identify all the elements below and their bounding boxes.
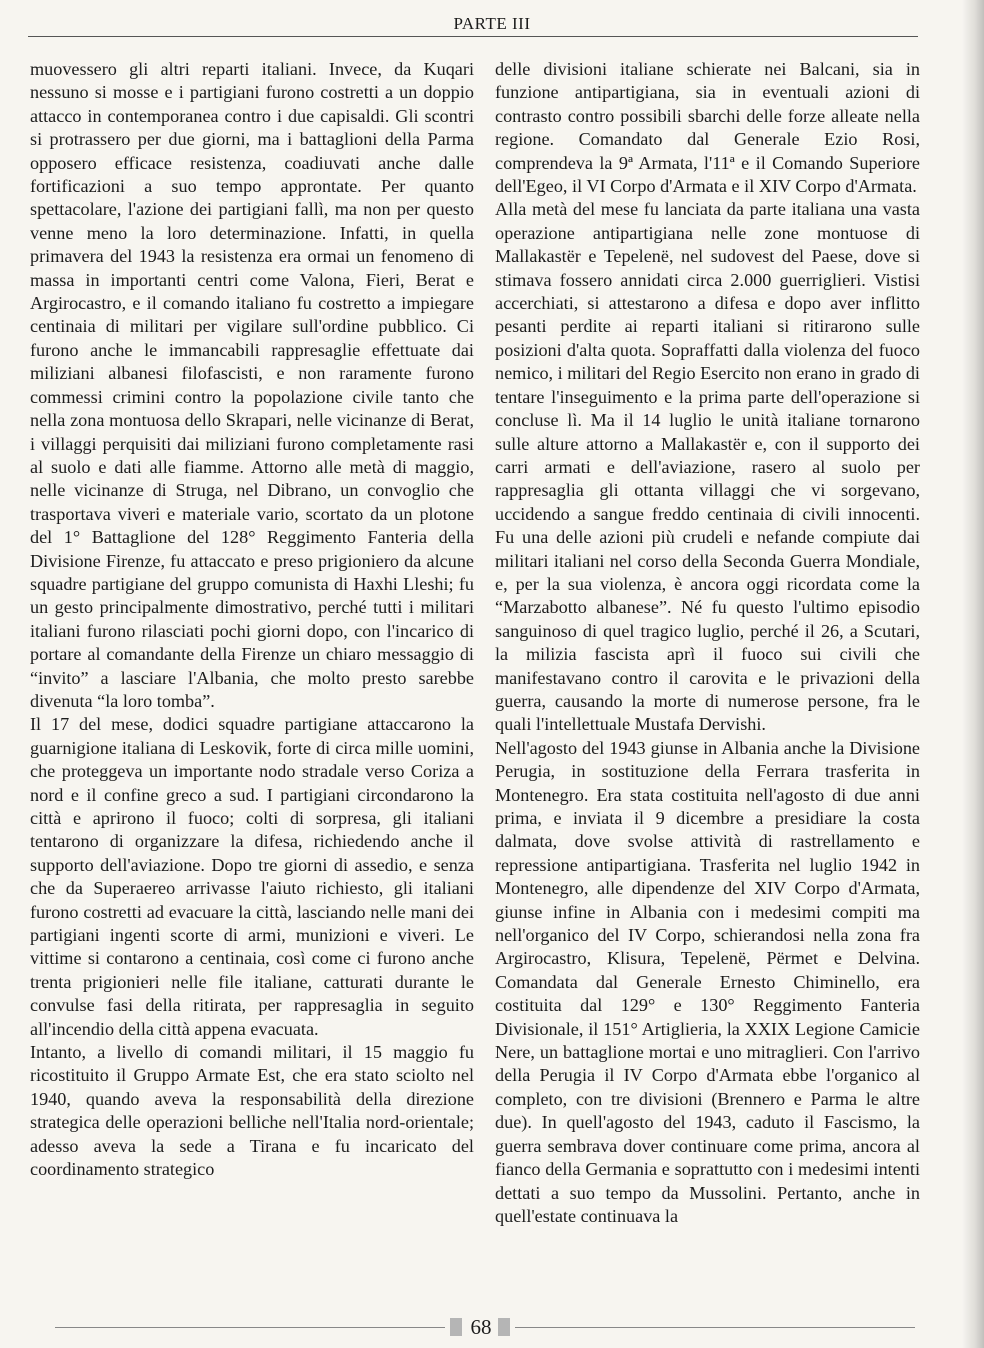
right-column [495,58,920,1228]
running-head: PARTE III [453,14,531,33]
paragraph: Nell'agosto del 1943 giunse in Albania anche la Divisione Perugia, in sostituzione della Ferrara trasferita in Montenegro. Era stata costituita nell'agosto di due anni prima, e inviata il 9 dicembre a presidiare la costa dalmata, dove svolse attività di rastrellamento e repressione antipartigiana. Trasferita nel luglio 1942 in Montenegro, alle dipendenze del XIV Corpo d'Armata, giunse infine in Albania con i medesimi compiti ma nell'organico del IV Corpo, schierandosi nella zona fra Argirocastro, Klisura, Tepelenë, Përmet e Delvina. Comandata dal Generale Ernesto Chiminello, era costituita dal 129° e 130° Reggimento Fanteria Divisionale, il 151° Artiglieria, la XXIX Legione Camicie Nere, un battaglione mortai e uno mitraglieri. Con l'arrivo della Perugia il IV Corpo d'Armata ebbe l'organico al completo, con tre divisioni (Brennero e Parma le altre due). In quell'agosto del 1943, caduto il Fascismo, la guerra sembrava dover continuare come prima, ancora al fianco della Germania e soprattutto con i medesimi intenti dettati a suo tempo da Mussolini. Pertanto, anche in quell'estate continuava la [495,737,920,1226]
page-gutter-shadow [962,0,984,1348]
footer-ornament-right [498,1318,510,1336]
paragraph: Intanto, a livello di comandi militari, il 15 maggio fu ricostituito il Gruppo Armate Est, che era stato sciolto nel 1940, quando aveva la responsabilità della direzione strategica delle operazioni belliche nell'Italia nord-orientale; adesso aveva la sede a Tirana e fu incaricato del coordinamento strategico [30,1042,474,1180]
page-number: 68 [470,1315,492,1339]
left-column [30,58,474,1182]
paragraph: Alla metà del mese fu lanciata da parte italiana una vasta operazione antipartigiana nelle zone montuose di Mallakastër e Tepelenë, nel sudovest del Paese, dove si stimava fossero annidati circa 2.000 guerriglieri. Vistisi accerchiati, si attestarono a difesa e dopo aver inflitto pesanti perdite ai reparti italiani si ritirarono sulle posizioni d'alta quota. Sopraffatti dalla violenza del fuoco nemico, i militari del Regio Esercito non erano in grado di tentare l'inseguimento e la prima parte dell'operazione si concluse lì. Ma il 14 luglio le unità italiane tornarono sulle alture attorno a Mallakastër e, con il supporto dei carri armati e dell'aviazione, rasero al suolo per rappresaglia gli ottanta villaggi che vi sorgevano, uccidendo a sangue freddo centinaia di civili innocenti. Fu una delle azioni più crudeli e nefande compiute dai militari italiani nel corso della Seconda Guerra Mondiale, e, per la sua violenza, è ancora oggi ricordata come la “Marzabotto albanese”. Né fu questo l'ultimo episodio sanguinoso di quel tragico luglio, perché il 26, a Scutari, la milizia fascista aprì il fuoco sui civili che manifestavano contro il carovita e le privazioni della guerra, causando la morte di numerose persone, fra le quali l'intellettuale Mustafa Dervishi. [495,199,920,735]
footer-rule-left [55,1327,445,1328]
header-rule [28,36,918,37]
paragraph: Il 17 del mese, dodici squadre partigiane attaccarono la guarnigione italiana di Leskovik, forte di circa mille uomini, che proteggeva un importante nodo stradale verso Coriza a nord e il confine greco a sud. I partigiani circondarono la città e aprirono il fuoco; colti di sorpresa, gli italiani tentarono di organizzare la difesa, richiedendo anche il supporto dell'aviazione. Dopo tre giorni di assedio, e senza che da Superaereo arrivasse l'aiuto richiesto, gli italiani furono costretti ad evacuare la città, lasciando nelle mani dei partigiani ingenti scorte di armi, munizioni e viveri. Le vittime si contarono a centinaia, così come ci furono anche trenta prigionieri nelle file italiane, catturati durante le convulse fasi della ritirata, per rappresaglia in seguito all'incendio della città appena evacuata. [30,714,474,1039]
paragraph: delle divisioni italiane schierate nei Balcani, sia in funzione antipartigiana, sia in eventuali azioni di contrasto contro possibili sbarchi delle forze alleate nella regione. Comandato dal Generale Ezio Rosi, comprendeva la 9ª Armata, l'11ª e il Comando Superiore dell'Egeo, il VI Corpo d'Armata e il XIV Corpo d'Armata. [495,59,920,197]
footer-rule-right [515,1327,915,1328]
footer-ornament-left [450,1318,462,1336]
paragraph: muovessero gli altri reparti italiani. Invece, da Kuqari nessuno si mosse e i partigiani furono costretti a un doppio attacco in contemporanea contro i due capisaldi. Gli scontri si protrassero per due giorni, ma i battaglioni della Parma opposero efficace resistenza, coadiuvati anche dalle fortificazioni a suo tempo approntate. Per quanto spettacolare, l'azione dei partigiani fallì, ma non per questo venne meno la loro determinazione. Infatti, in quella primavera del 1943 la resistenza era ormai un fenomeno di massa in importanti centri come Valona, Fieri, Berat e Argirocastro, e il comando italiano fu costretto a impiegare centinaia di militari per vigilare sull'ordine pubblico. Ci furono anche le immancabili rappresaglie effettuate dai miliziani albanesi filofascisti, e non raramente furono commessi crimini contro la popolazione civile tanto che nella zona montuosa dello Skrapari, nelle vicinanze di Berat, i villaggi perquisiti dai miliziani furono completamente rasi al suolo e dati alle fiamme. Attorno alle metà di maggio, nelle vicinanze di Struga, nel Dibrano, un convoglio che trasportava viveri e materiale vario, scortato da un plotone del 1° Battaglione del 128° Reggimento Fanteria della Divisione Firenze, fu attaccato e preso prigioniero da alcune squadre partigiane del gruppo comunista di Haxhi Lleshi; fu un gesto principalmente dimostrativo, perché tutti i militari italiani furono rilasciati pochi giorni dopo, con l'incarico di portare al comandante della Firenze un chiaro messaggio di “invito” a lasciare l'Albania, che molto presto sarebbe divenuta “la loro tomba”. [30,59,474,711]
